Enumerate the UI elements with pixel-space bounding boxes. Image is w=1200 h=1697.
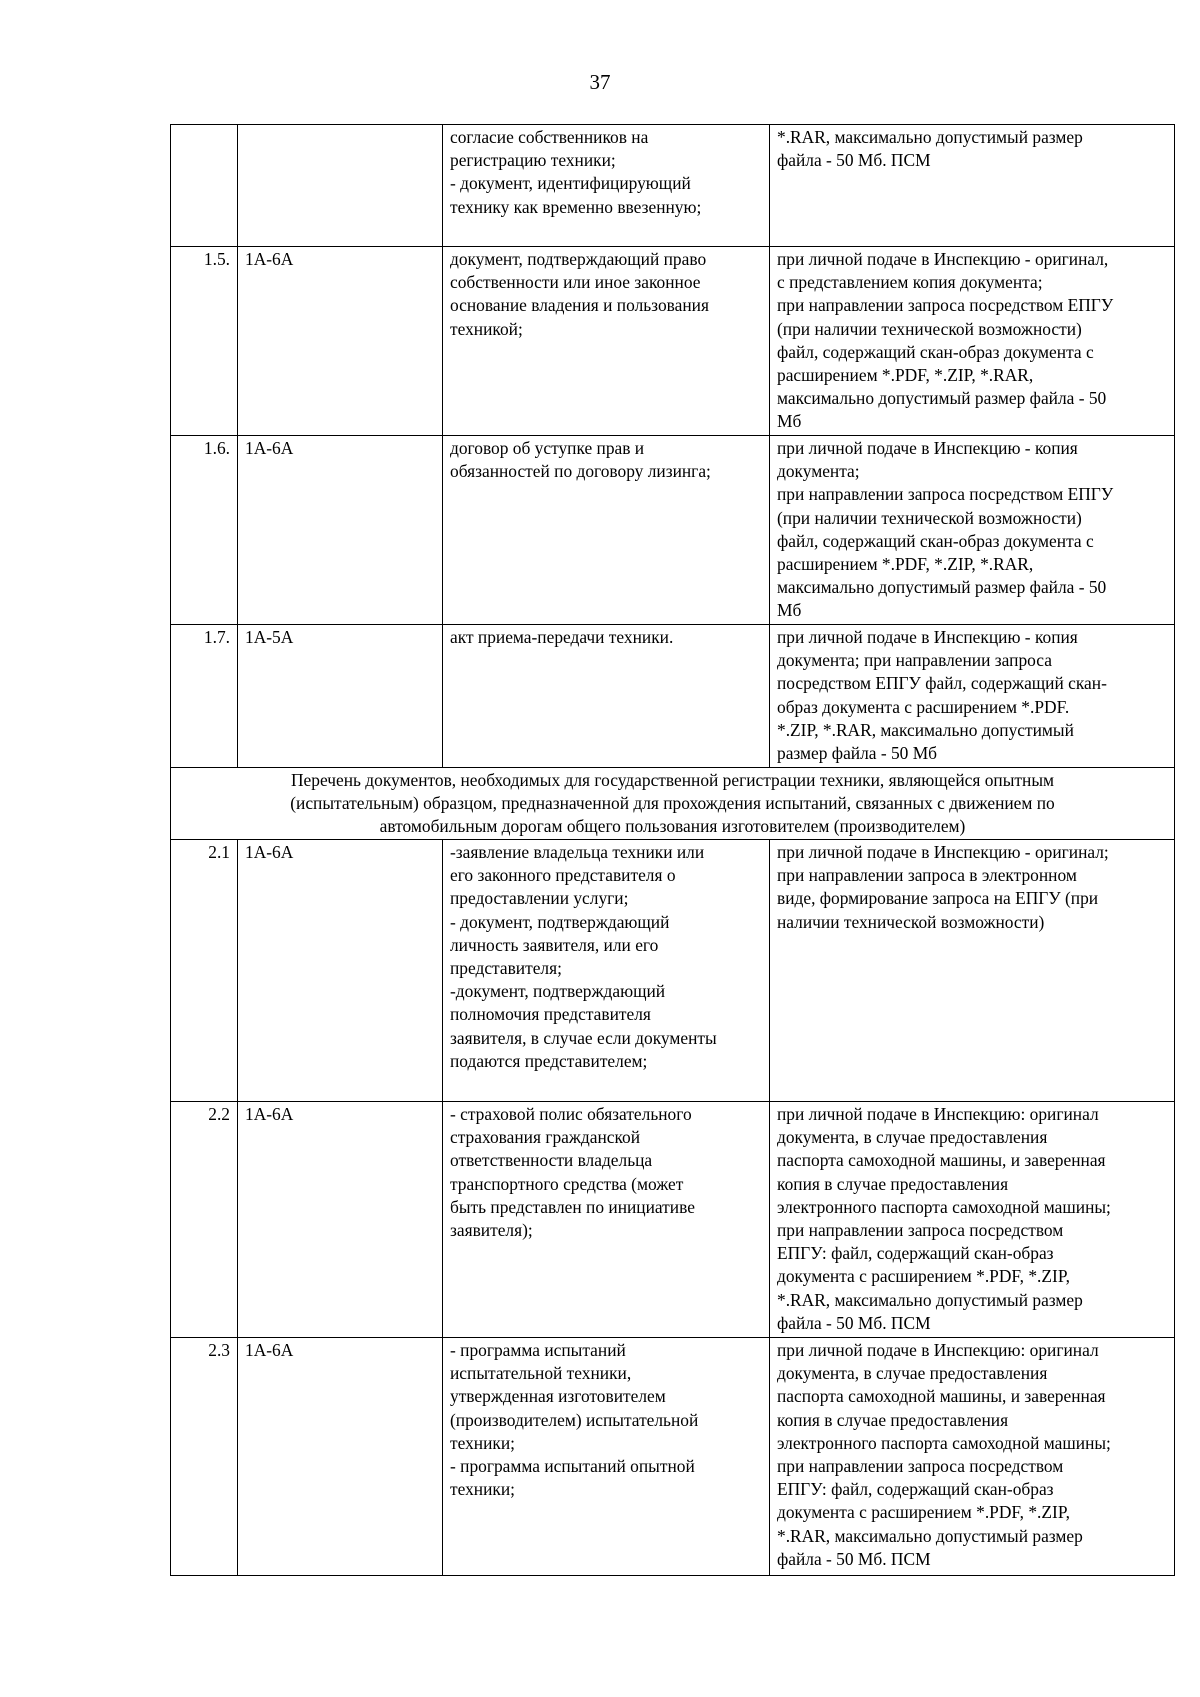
- row-requirements: при личной подаче в Инспекцию: оригинал документа, в случае предоставления паспорта самоходной машины, и заверенная копия в случае предоставления электронного паспорта самоходной машины; при направлении запроса посредством ЕПГУ: файл, содержащий скан-образ документа с расширением *.PDF, *.ZIP, *.RAR, максимально допустимый размер файла - 50 Мб. ПСМ: [770, 1102, 1175, 1338]
- table-row: [171, 1102, 1175, 1338]
- row-code: 1А-6А: [238, 1102, 443, 1338]
- row-document: -заявление владельца техники или его законного представителя о предоставлении услуги; - документ, подтверждающий личность заявителя, или его представителя; -документ, подтверждающий полномочия представителя заявителя, в случае если документы подаются представителем;: [443, 840, 770, 1102]
- row-code: 1А-6А: [238, 1338, 443, 1576]
- row-number: 1.5.: [171, 247, 238, 436]
- row-number: 1.7.: [171, 625, 238, 768]
- row-code: [238, 125, 443, 247]
- page-number: 37: [589, 70, 611, 94]
- table-row: [171, 625, 1175, 768]
- row-document: акт приема-передачи техники.: [443, 625, 770, 768]
- documents-table: [170, 124, 1175, 1576]
- row-document: согласие собственников на регистрацию техники; - документ, идентифицирующий технику как временно ввезенную;: [443, 125, 770, 247]
- row-number: 2.3: [171, 1338, 238, 1576]
- row-number: 1.6.: [171, 436, 238, 625]
- row-code: 1А-5А: [238, 625, 443, 768]
- section-heading: Перечень документов, необходимых для государственной регистрации техники, являющейся опытным (испытательным) образцом, предназначенной для прохождения испытаний, связанных с движением по автомобильным дорогам общего пользования изготовителем (производителем): [171, 768, 1175, 840]
- row-requirements: при личной подаче в Инспекцию - оригинал; при направлении запроса в электронном виде, формирование запроса на ЕПГУ (при наличии технической возможности): [770, 840, 1175, 1102]
- table-row: [171, 436, 1175, 625]
- row-document: - программа испытаний испытательной техники, утвержденная изготовителем (производителем) испытательной техники; - программа испытаний опытной техники;: [443, 1338, 770, 1576]
- row-document: договор об уступке прав и обязанностей по договору лизинга;: [443, 436, 770, 625]
- row-requirements: при личной подаче в Инспекцию - копия документа; при направлении запроса посредством ЕПГУ (при наличии технической возможности) файл, содержащий скан-образ документа с расширением *.PDF, *.ZIP, *.RAR, максимально допустимый размер файла - 50 Мб: [770, 436, 1175, 625]
- row-document: - страховой полис обязательного страхования гражданской ответственности владельца транспортного средства (может быть представлен по инициативе заявителя);: [443, 1102, 770, 1338]
- row-number: [171, 125, 238, 247]
- row-requirements: при личной подаче в Инспекцию - оригинал, с представлением копия документа; при направлении запроса посредством ЕПГУ (при наличии технической возможности) файл, содержащий скан-образ документа с расширением *.PDF, *.ZIP, *.RAR, максимально допустимый размер файла - 50 Мб: [770, 247, 1175, 436]
- table-row: [171, 125, 1175, 247]
- table-row: [171, 247, 1175, 436]
- row-document: документ, подтверждающий право собственности или иное законное основание владения и пользования техникой;: [443, 247, 770, 436]
- section-heading-row: [171, 768, 1175, 840]
- row-code: 1А-6А: [238, 436, 443, 625]
- table-row: [171, 840, 1175, 1102]
- row-requirements: при личной подаче в Инспекцию - копия документа; при направлении запроса посредством ЕПГУ файл, содержащий скан- образ документа с расширением *.PDF. *.ZIP, *.RAR, максимально допустимый размер файла - 50 Мб: [770, 625, 1175, 768]
- row-code: 1А-6А: [238, 247, 443, 436]
- row-code: 1А-6А: [238, 840, 443, 1102]
- table-row: [171, 1338, 1175, 1576]
- row-requirements: *.RAR, максимально допустимый размер файла - 50 Мб. ПСМ: [770, 125, 1175, 247]
- row-requirements: при личной подаче в Инспекцию: оригинал документа, в случае предоставления паспорта самоходной машины, и заверенная копия в случае предоставления электронного паспорта самоходной машины; при направлении запроса посредством ЕПГУ: файл, содержащий скан-образ документа с расширением *.PDF, *.ZIP, *.RAR, максимально допустимый размер файла - 50 Мб. ПСМ: [770, 1338, 1175, 1576]
- row-number: 2.2: [171, 1102, 238, 1338]
- row-number: 2.1: [171, 840, 238, 1102]
